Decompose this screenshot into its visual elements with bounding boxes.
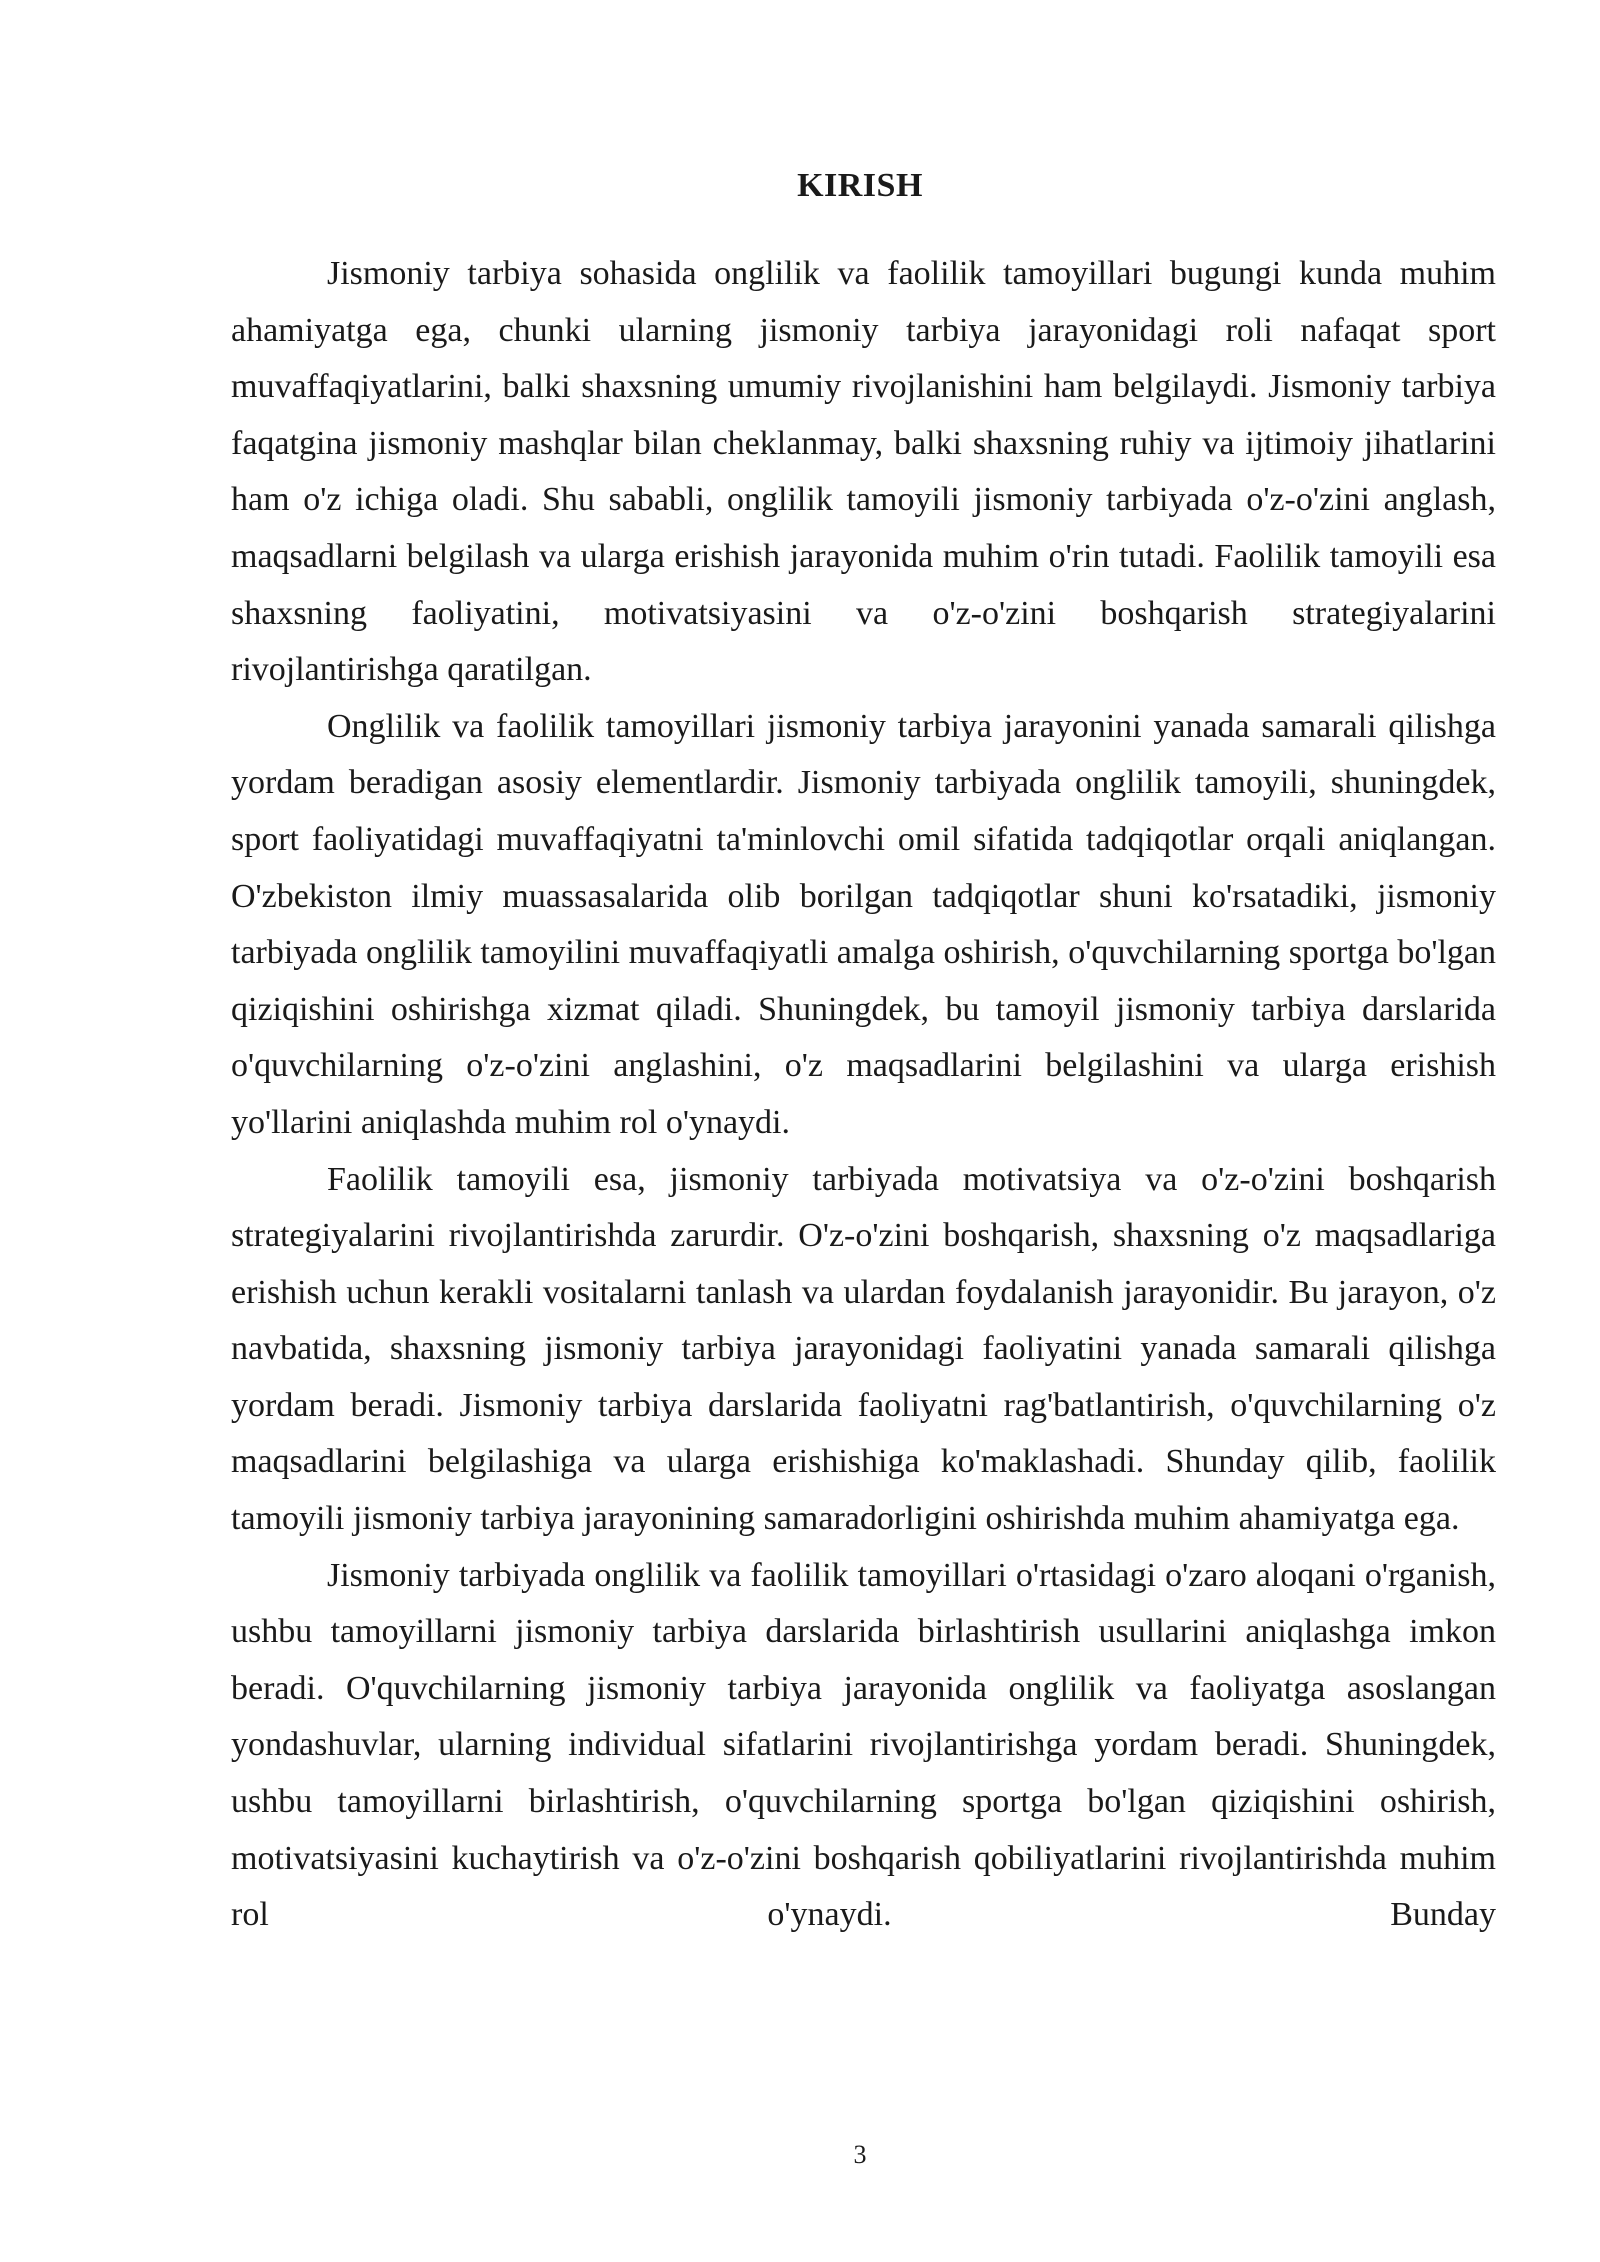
paragraph-3: Faolilik tamoyili esa, jismoniy tarbiyada motivatsiya va o'z-o'zini boshqarish strategiyalarini rivojlantirishda zarurdir. O'z-o'zini boshqarish, shaxsning o'z maqsadlariga erishish uchun kerakli vositalarni tanlash va ulardan foydalanish jarayonidir. Bu jarayon, o'z navbatida, shaxsning jismoniy tarbiya jarayonidagi faoliyatini yanada samarali qilishga yordam beradi. Jismoniy tarbiya darslarida faoliyatni rag'batlantirish, o'quvchilarning o'z maqsadlarini belgilashiga va ularga erishishiga ko'maklashadi. Shunday qilib, faolilik tamoyili jismoniy tarbiya jarayonining samaradorligini oshirishda muhim ahamiyatga ega. <box>231 1160 1496 1538</box>
paragraph-1: Jismoniy tarbiya sohasida onglilik va faolilik tamoyillari bugungi kunda muhim ahamiyatga ega, chunki ularning jismoniy tarbiya jarayonidagi roli nafaqat sport muvaffaqiyatlarini, balki shaxsning umumiy rivojlanishini ham belgilaydi. Jismoniy tarbiya faqatgina jismoniy mashqlar bilan cheklanmay, balki shaxsning ruhiy va ijtimoiy jihatlarini ham o'z ichiga oladi. Shu sababli, onglilik tamoyili jismoniy tarbiyada o'z-o'zini anglash, maqsadlarni belgilash va ularga erishish jarayonida muhim o'rin tutadi. Faolilik tamoyili esa shaxsning faoliyatini, motivatsiyasini va o'z-o'zini boshqarish strategiyalarini rivojlantirishga qaratilgan. <box>231 255 1496 689</box>
body-text <box>231 246 1496 1944</box>
page-number: 3 <box>853 2140 867 2169</box>
paragraph-4: Jismoniy tarbiyada onglilik va faolilik tamoyillari o'rtasidagi o'zaro aloqani o'rganish, ushbu tamoyillarni jismoniy tarbiya darslarida birlashtirish usullarini aniqlashga imkon beradi. O'quvchilarning jismoniy tarbiya jarayonida onglilik va faoliyatga asoslangan yondashuvlar, ularning individual sifatlarini rivojlantirishga yordam beradi. Shuningdek, ushbu tamoyillarni birlashtirish, o'quvchilarning sportga bo'lgan qiziqishini oshirish, motivatsiyasini kuchaytirish va o'z-o'zini boshqarish qobiliyatlarini rivojlantirishda muhim rol o'ynaydi. Bunday <box>231 1556 1496 1934</box>
paragraph-2: Onglilik va faolilik tamoyillari jismoniy tarbiya jarayonini yanada samarali qilishga yordam beradigan asosiy elementlardir. Jismoniy tarbiyada onglilik tamoyili, shuningdek, sport faoliyatidagi muvaffaqiyatni ta'minlovchi omil sifatida tadqiqotlar orqali aniqlangan. O'zbekiston ilmiy muassasalarida olib borilgan tadqiqotlar shuni ko'rsatadiki, jismoniy tarbiyada onglilik tamoyilini muvaffaqiyatli amalga oshirish, o'quvchilarning sportga bo'lgan qiziqishini oshirishga xizmat qiladi. Shuningdek, bu tamoyil jismoniy tarbiya darslarida o'quvchilarning o'z-o'zini anglashini, o'z maqsadlarini belgilashini va ularga erishish yo'llarini aniqlashda muhim rol o'ynaydi. <box>231 707 1496 1141</box>
page-title: KIRISH <box>797 167 923 204</box>
